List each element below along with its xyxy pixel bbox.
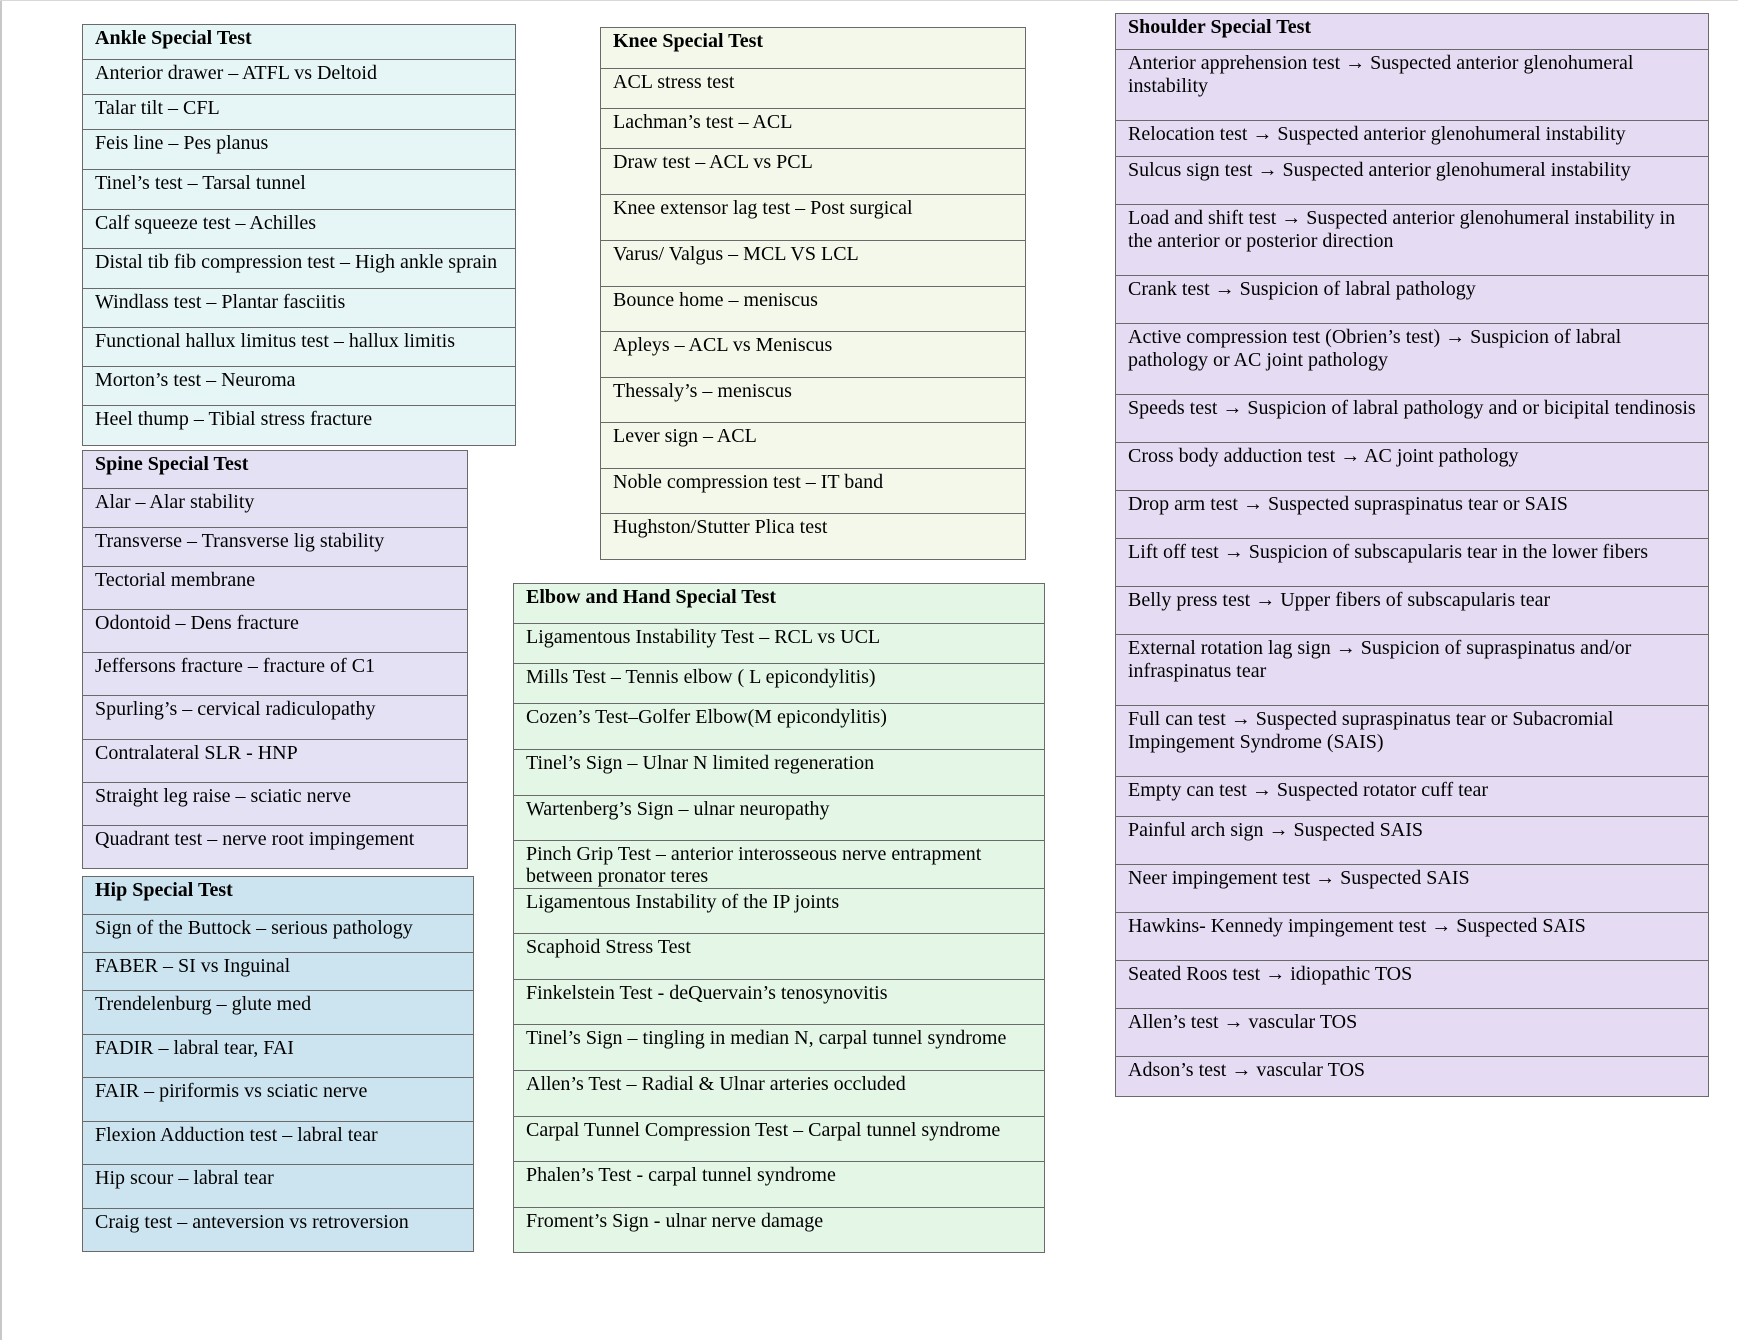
table-row: Straight leg raise – sciatic nerve: [83, 783, 468, 826]
table-row: Anterior drawer – ATFL vs Deltoid: [83, 60, 516, 95]
table-row: Seated Roos test → idiopathic TOS: [1116, 961, 1709, 1009]
table-row: Allen’s Test – Radial & Ulnar arteries occluded: [514, 1071, 1045, 1117]
table-row: FAIR – piriformis vs sciatic nerve: [83, 1078, 474, 1122]
table-row: Jeffersons fracture – fracture of C1: [83, 653, 468, 696]
table-row: Active compression test (Obrien’s test) → Suspicion of labral pathology or AC joint pathology: [1116, 324, 1709, 395]
table-row: Tectorial membrane: [83, 567, 468, 610]
table-row: Contralateral SLR - HNP: [83, 740, 468, 783]
table-row: Heel thump – Tibial stress fracture: [83, 406, 516, 446]
table-row: Noble compression test – IT band: [601, 469, 1026, 514]
table-row: Transverse – Transverse lig stability: [83, 528, 468, 567]
page-left-edge: [0, 0, 2, 1340]
table-row: Froment’s Sign - ulnar nerve damage: [514, 1208, 1045, 1253]
table-row: Finkelstein Test - deQuervain’s tenosynovitis: [514, 980, 1045, 1025]
table-row: Empty can test → Suspected rotator cuff tear: [1116, 777, 1709, 817]
table-row: Draw test – ACL vs PCL: [601, 149, 1026, 195]
table-row: Lift off test → Suspicion of subscapularis tear in the lower fibers: [1116, 539, 1709, 587]
table-row: Trendelenburg – glute med: [83, 991, 474, 1035]
table-row: Allen’s test → vascular TOS: [1116, 1009, 1709, 1057]
table-row: Neer impingement test → Suspected SAIS: [1116, 865, 1709, 913]
table-row: Thessaly’s – meniscus: [601, 378, 1026, 423]
table-row: Full can test → Suspected supraspinatus tear or Subacromial Impingement Syndrome (SAIS): [1116, 706, 1709, 777]
table-row: Cross body adduction test → AC joint pathology: [1116, 443, 1709, 491]
table-row: Tinel’s test – Tarsal tunnel: [83, 170, 516, 210]
spine-special-test-table: [82, 450, 468, 869]
table-row: FADIR – labral tear, FAI: [83, 1035, 474, 1078]
table-row: Painful arch sign → Suspected SAIS: [1116, 817, 1709, 865]
table-row: Wartenberg’s Sign – ulnar neuropathy: [514, 796, 1045, 841]
table-row: Hughston/Stutter Plica test: [601, 514, 1026, 560]
table-row: Tinel’s Sign – tingling in median N, carpal tunnel syndrome: [514, 1025, 1045, 1071]
table-row: Feis line – Pes planus: [83, 130, 516, 170]
table-row: Flexion Adduction test – labral tear: [83, 1122, 474, 1165]
table-row: Speeds test → Suspicion of labral pathology and or bicipital tendinosis: [1116, 395, 1709, 443]
table-row: Adson’s test → vascular TOS: [1116, 1057, 1709, 1097]
table-row: Lever sign – ACL: [601, 423, 1026, 469]
table-row: Alar – Alar stability: [83, 489, 468, 528]
knee-table-title: Knee Special Test: [601, 28, 1026, 69]
knee-special-test-table: [600, 27, 1026, 560]
table-row: Ligamentous Instability Test – RCL vs UCL: [514, 624, 1045, 664]
table-row: Pinch Grip Test – anterior interosseous nerve entrapment between pronator teres: [514, 841, 1045, 889]
table-row: Distal tib fib compression test – High ankle sprain: [83, 249, 516, 289]
shoulder-special-test-table: [1115, 13, 1709, 1097]
table-row: Scaphoid Stress Test: [514, 934, 1045, 980]
elbow-hand-special-test-table: [513, 583, 1045, 1253]
table-row: Quadrant test – nerve root impingement: [83, 826, 468, 869]
table-row: Anterior apprehension test → Suspected anterior glenohumeral instability: [1116, 50, 1709, 121]
table-row: Bounce home – meniscus: [601, 287, 1026, 332]
table-row: Hip scour – labral tear: [83, 1165, 474, 1209]
table-row: Talar tilt – CFL: [83, 95, 516, 130]
table-row: Load and shift test → Suspected anterior glenohumeral instability in the anterior or posterior direction: [1116, 205, 1709, 276]
table-row: Knee extensor lag test – Post surgical: [601, 195, 1026, 241]
table-row: Crank test → Suspicion of labral pathology: [1116, 276, 1709, 324]
table-row: Relocation test → Suspected anterior glenohumeral instability: [1116, 121, 1709, 157]
table-row: Calf squeeze test – Achilles: [83, 210, 516, 249]
table-row: Craig test – anteversion vs retroversion: [83, 1209, 474, 1252]
ankle-special-test-table: [82, 24, 516, 446]
table-row: Spurling’s – cervical radiculopathy: [83, 696, 468, 740]
table-row: Varus/ Valgus – MCL VS LCL: [601, 241, 1026, 287]
table-row: Lachman’s test – ACL: [601, 109, 1026, 149]
table-row: Ligamentous Instability of the IP joints: [514, 889, 1045, 934]
table-row: Drop arm test → Suspected supraspinatus tear or SAIS: [1116, 491, 1709, 539]
hip-table-title: Hip Special Test: [83, 877, 474, 915]
table-row: Tinel’s Sign – Ulnar N limited regeneration: [514, 750, 1045, 796]
table-row: Odontoid – Dens fracture: [83, 610, 468, 653]
table-row: External rotation lag sign → Suspicion of supraspinatus and/or infraspinatus tear: [1116, 635, 1709, 706]
table-row: FABER – SI vs Inguinal: [83, 953, 474, 991]
elbow-hand-table-title: Elbow and Hand Special Test: [514, 584, 1045, 624]
spine-table-title: Spine Special Test: [83, 451, 468, 489]
table-row: Windlass test – Plantar fasciitis: [83, 289, 516, 328]
table-row: Phalen’s Test - carpal tunnel syndrome: [514, 1162, 1045, 1208]
table-row: Apleys – ACL vs Meniscus: [601, 332, 1026, 378]
table-row: Sulcus sign test → Suspected anterior glenohumeral instability: [1116, 157, 1709, 205]
ankle-table-title: Ankle Special Test: [83, 25, 516, 60]
page-top-edge: [0, 0, 1738, 1]
table-row: Morton’s test – Neuroma: [83, 367, 516, 406]
shoulder-table-title: Shoulder Special Test: [1116, 14, 1709, 50]
table-row: ACL stress test: [601, 69, 1026, 109]
table-row: Carpal Tunnel Compression Test – Carpal tunnel syndrome: [514, 1117, 1045, 1162]
table-row: Functional hallux limitus test – hallux limitis: [83, 328, 516, 367]
table-row: Mills Test – Tennis elbow ( L epicondylitis): [514, 664, 1045, 704]
table-row: Hawkins- Kennedy impingement test → Suspected SAIS: [1116, 913, 1709, 961]
hip-special-test-table: [82, 876, 474, 1252]
table-row: Sign of the Buttock – serious pathology: [83, 915, 474, 953]
table-row: Belly press test → Upper fibers of subscapularis tear: [1116, 587, 1709, 635]
table-row: Cozen’s Test–Golfer Elbow(M epicondylitis): [514, 704, 1045, 750]
